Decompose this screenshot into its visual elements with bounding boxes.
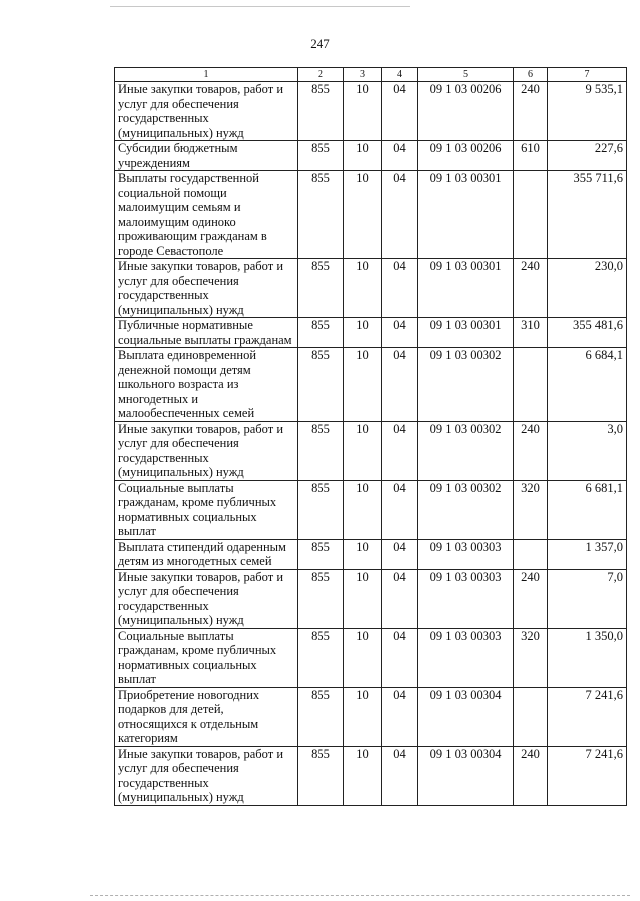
row-target-article-cell: 09 1 03 00301 (418, 259, 514, 318)
row-target-article-cell: 09 1 03 00303 (418, 628, 514, 687)
row-target-article-cell: 09 1 03 00303 (418, 569, 514, 628)
row-expense-type-cell: 240 (514, 746, 548, 805)
row-amount-cell: 1 357,0 (548, 539, 627, 569)
column-header: 2 (298, 68, 344, 82)
row-admin-code-cell: 855 (298, 687, 344, 746)
scan-edge-bottom (90, 895, 630, 896)
row-name-cell: Выплата стипендий одаренным детям из многодетных семей (115, 539, 298, 569)
table-row (115, 421, 627, 480)
row-section-cell: 10 (344, 318, 382, 348)
row-admin-code-cell: 855 (298, 421, 344, 480)
row-section-cell: 10 (344, 569, 382, 628)
row-name-cell: Публичные нормативные социальные выплаты гражданам (115, 318, 298, 348)
row-target-article-cell: 09 1 03 00206 (418, 82, 514, 141)
row-section-cell: 10 (344, 539, 382, 569)
row-amount-cell: 355 481,6 (548, 318, 627, 348)
row-expense-type-cell (514, 539, 548, 569)
table-row (115, 82, 627, 141)
row-admin-code-cell: 855 (298, 628, 344, 687)
row-admin-code-cell: 855 (298, 318, 344, 348)
row-subsection-cell: 04 (382, 539, 418, 569)
scan-edge-top (110, 6, 410, 7)
table-row (115, 259, 627, 318)
row-name-cell: Выплата единовременной денежной помощи детям школьного возраста из многодетных и малообеспеченных семей (115, 348, 298, 422)
row-admin-code-cell: 855 (298, 539, 344, 569)
row-expense-type-cell: 320 (514, 480, 548, 539)
row-target-article-cell: 09 1 03 00301 (418, 318, 514, 348)
row-section-cell: 10 (344, 171, 382, 259)
row-name-cell: Иные закупки товаров, работ и услуг для обеспечения государственных (муниципальных) нужд (115, 82, 298, 141)
column-header: 6 (514, 68, 548, 82)
row-target-article-cell: 09 1 03 00304 (418, 746, 514, 805)
row-admin-code-cell: 855 (298, 348, 344, 422)
table-row (115, 628, 627, 687)
row-subsection-cell: 04 (382, 171, 418, 259)
row-amount-cell: 6 684,1 (548, 348, 627, 422)
table-header-row (115, 68, 627, 82)
table-row (115, 539, 627, 569)
row-section-cell: 10 (344, 628, 382, 687)
row-amount-cell: 355 711,6 (548, 171, 627, 259)
row-amount-cell: 7,0 (548, 569, 627, 628)
row-admin-code-cell: 855 (298, 480, 344, 539)
table-row (115, 746, 627, 805)
row-target-article-cell: 09 1 03 00304 (418, 687, 514, 746)
table-row (115, 569, 627, 628)
row-name-cell: Социальные выплаты гражданам, кроме публичных нормативных социальных выплат (115, 480, 298, 539)
row-name-cell: Иные закупки товаров, работ и услуг для обеспечения государственных (муниципальных) нужд (115, 421, 298, 480)
row-subsection-cell: 04 (382, 348, 418, 422)
row-name-cell: Иные закупки товаров, работ и услуг для обеспечения государственных (муниципальных) нужд (115, 569, 298, 628)
row-name-cell: Приобретение новогодних подарков для детей, относящихся к отдельным категориям (115, 687, 298, 746)
row-admin-code-cell: 855 (298, 259, 344, 318)
row-section-cell: 10 (344, 259, 382, 318)
row-amount-cell: 1 350,0 (548, 628, 627, 687)
table-row (115, 171, 627, 259)
row-amount-cell: 6 681,1 (548, 480, 627, 539)
row-admin-code-cell: 855 (298, 569, 344, 628)
row-section-cell: 10 (344, 746, 382, 805)
row-admin-code-cell: 855 (298, 171, 344, 259)
row-amount-cell: 230,0 (548, 259, 627, 318)
table-row (115, 318, 627, 348)
row-subsection-cell: 04 (382, 421, 418, 480)
row-subsection-cell: 04 (382, 687, 418, 746)
column-header: 7 (548, 68, 627, 82)
row-subsection-cell: 04 (382, 746, 418, 805)
row-admin-code-cell: 855 (298, 141, 344, 171)
row-subsection-cell: 04 (382, 82, 418, 141)
row-section-cell: 10 (344, 687, 382, 746)
row-expense-type-cell (514, 171, 548, 259)
row-target-article-cell: 09 1 03 00302 (418, 421, 514, 480)
row-expense-type-cell (514, 348, 548, 422)
column-header: 4 (382, 68, 418, 82)
table-row (115, 348, 627, 422)
row-name-cell: Иные закупки товаров, работ и услуг для обеспечения государственных (муниципальных) нужд (115, 746, 298, 805)
row-target-article-cell: 09 1 03 00206 (418, 141, 514, 171)
column-header: 5 (418, 68, 514, 82)
row-amount-cell: 7 241,6 (548, 746, 627, 805)
row-expense-type-cell: 240 (514, 259, 548, 318)
row-section-cell: 10 (344, 421, 382, 480)
row-subsection-cell: 04 (382, 480, 418, 539)
row-subsection-cell: 04 (382, 318, 418, 348)
row-expense-type-cell: 240 (514, 569, 548, 628)
row-subsection-cell: 04 (382, 141, 418, 171)
table-row (115, 141, 627, 171)
table-row (115, 480, 627, 539)
row-amount-cell: 227,6 (548, 141, 627, 171)
row-admin-code-cell: 855 (298, 82, 344, 141)
row-name-cell: Выплаты государственной социальной помощи малоимущим семьям и малоимущим одиноко проживающим гражданам в городе Севастополе (115, 171, 298, 259)
row-name-cell: Иные закупки товаров, работ и услуг для обеспечения государственных (муниципальных) нужд (115, 259, 298, 318)
page-number: 247 (310, 36, 330, 51)
table-body (115, 82, 627, 806)
row-name-cell: Субсидии бюджетным учреждениям (115, 141, 298, 171)
row-target-article-cell: 09 1 03 00302 (418, 348, 514, 422)
row-expense-type-cell: 240 (514, 82, 548, 141)
row-subsection-cell: 04 (382, 259, 418, 318)
column-header: 3 (344, 68, 382, 82)
budget-table (114, 67, 627, 806)
row-section-cell: 10 (344, 82, 382, 141)
row-expense-type-cell: 610 (514, 141, 548, 171)
row-subsection-cell: 04 (382, 628, 418, 687)
row-name-cell: Социальные выплаты гражданам, кроме публичных нормативных социальных выплат (115, 628, 298, 687)
row-amount-cell: 9 535,1 (548, 82, 627, 141)
row-amount-cell: 7 241,6 (548, 687, 627, 746)
column-header: 1 (115, 68, 298, 82)
row-target-article-cell: 09 1 03 00301 (418, 171, 514, 259)
row-subsection-cell: 04 (382, 569, 418, 628)
row-expense-type-cell: 320 (514, 628, 548, 687)
row-section-cell: 10 (344, 348, 382, 422)
row-target-article-cell: 09 1 03 00302 (418, 480, 514, 539)
row-section-cell: 10 (344, 480, 382, 539)
table-row (115, 687, 627, 746)
row-expense-type-cell: 240 (514, 421, 548, 480)
row-expense-type-cell (514, 687, 548, 746)
row-amount-cell: 3,0 (548, 421, 627, 480)
row-section-cell: 10 (344, 141, 382, 171)
row-target-article-cell: 09 1 03 00303 (418, 539, 514, 569)
row-expense-type-cell: 310 (514, 318, 548, 348)
row-admin-code-cell: 855 (298, 746, 344, 805)
